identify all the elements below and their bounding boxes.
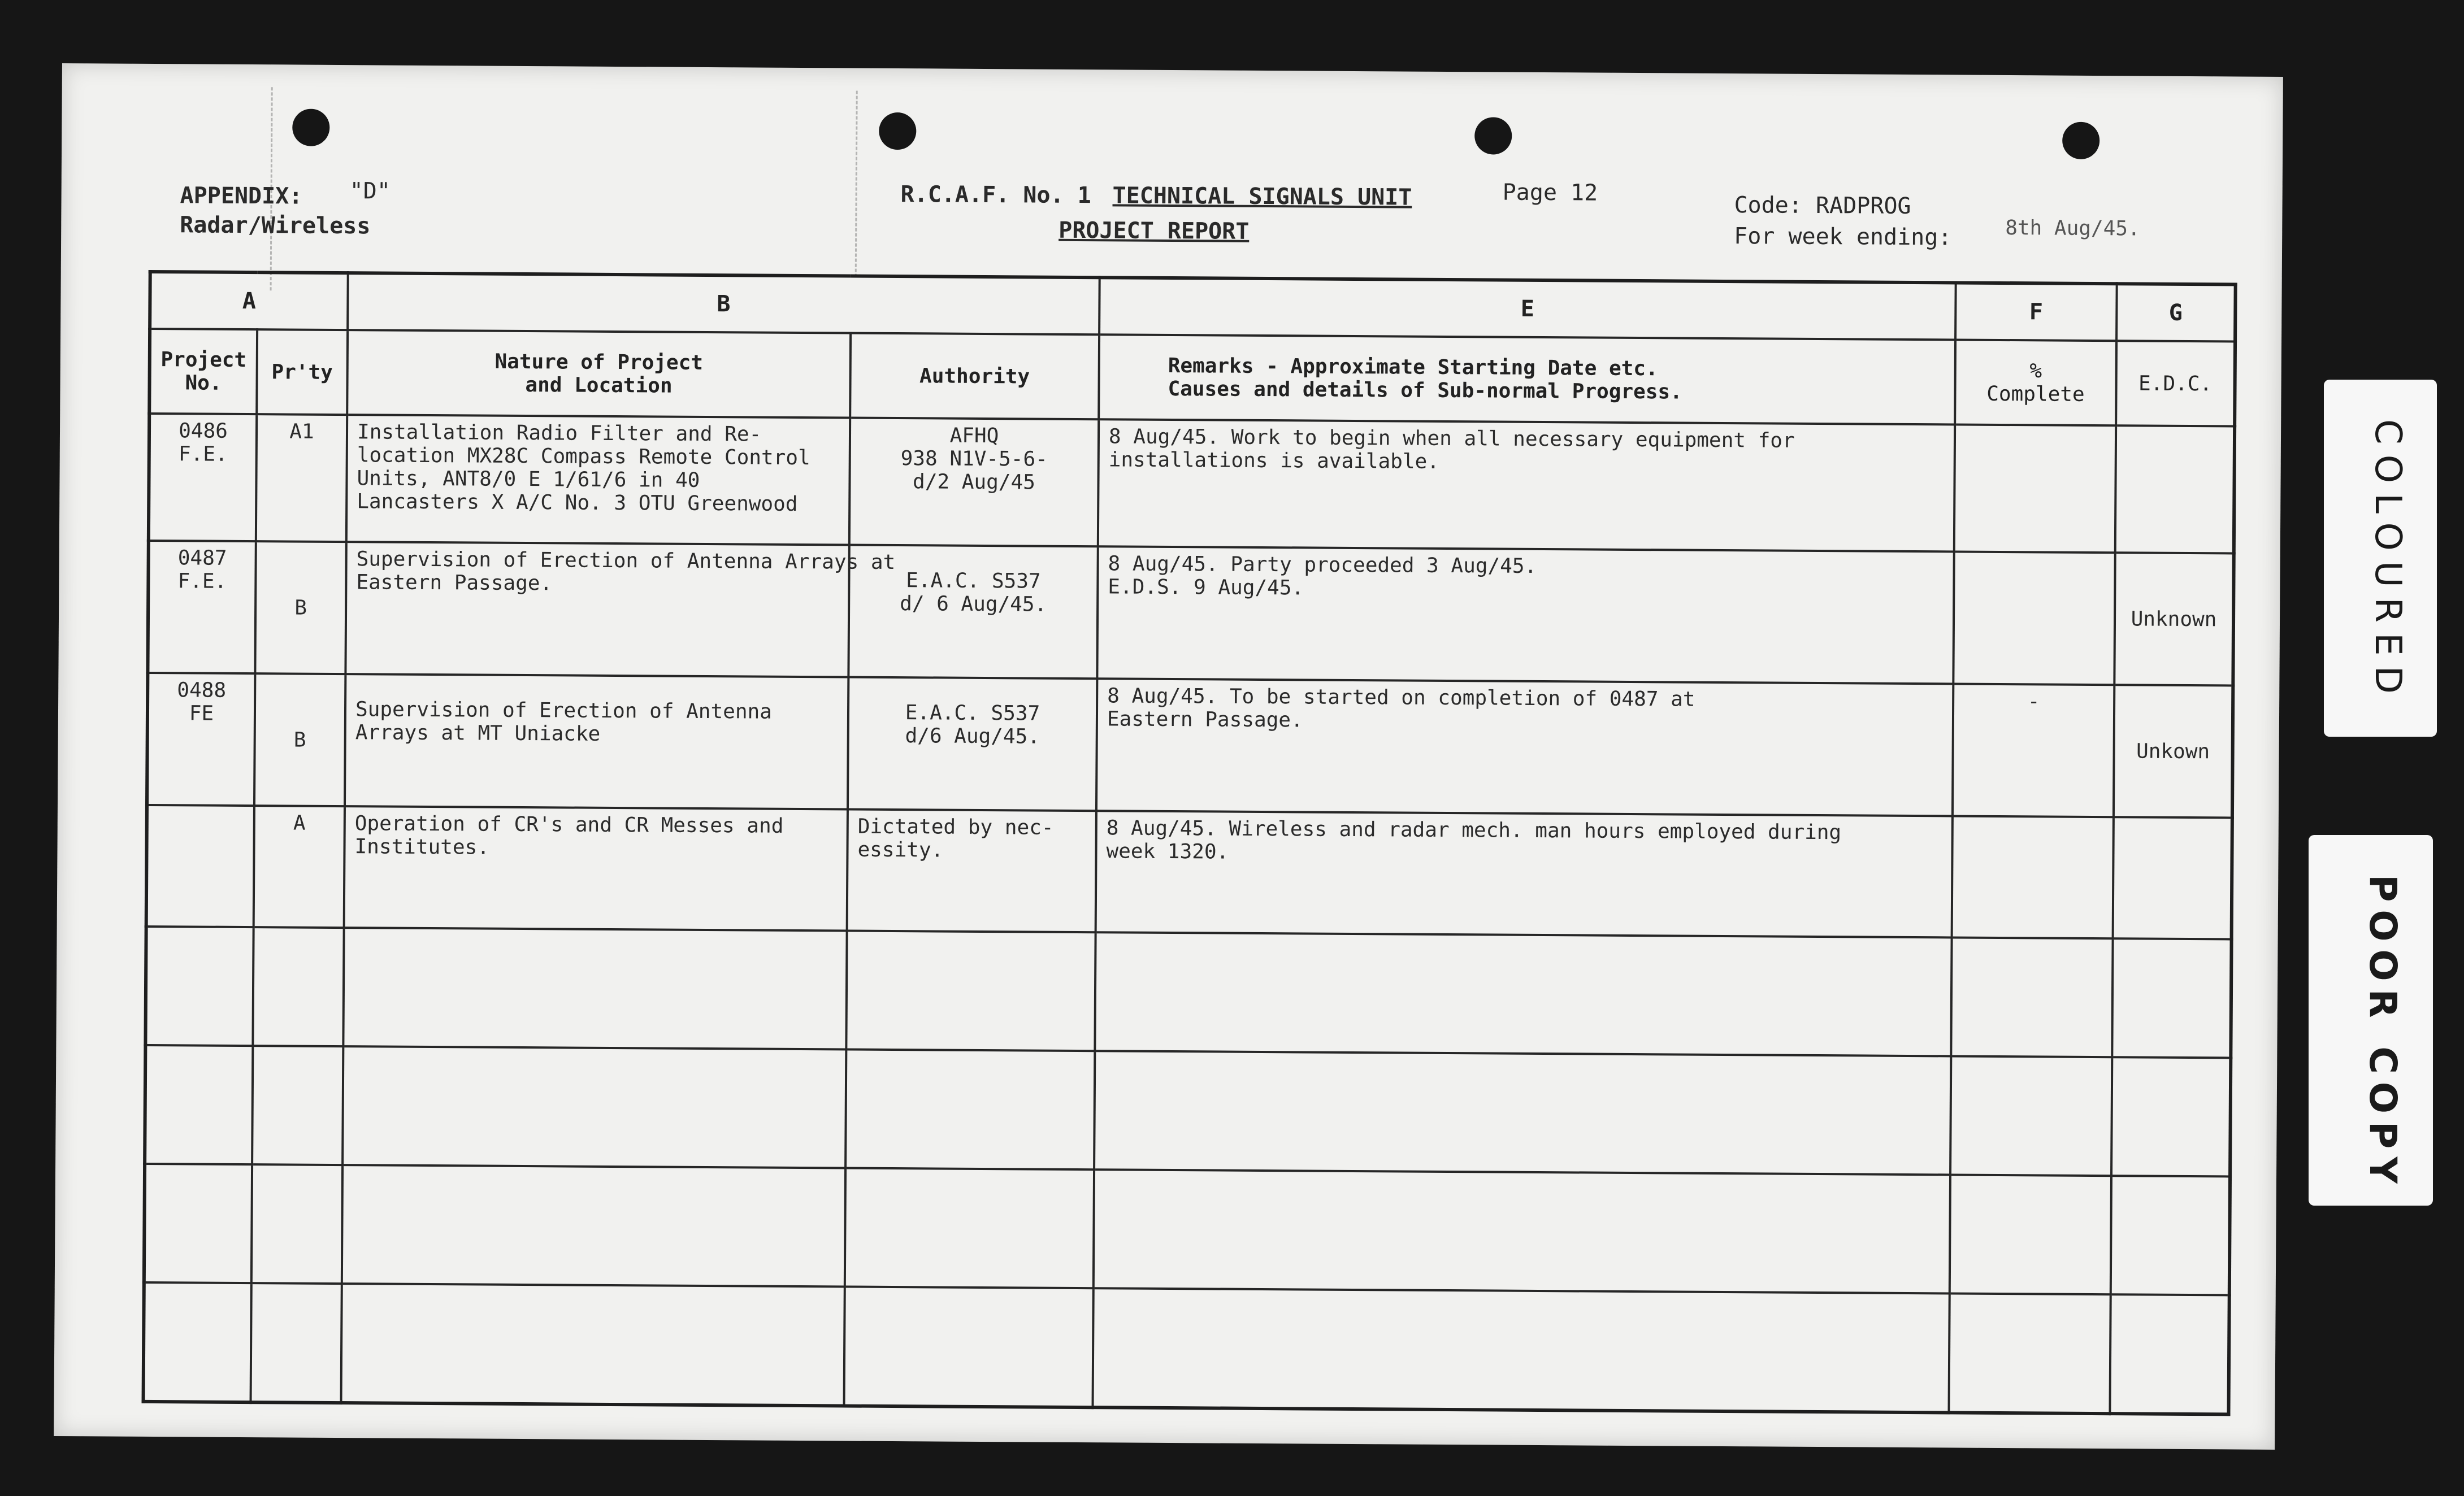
cell-authority: AFHQ 938 N1V-5-6- d/2 Aug/45	[849, 418, 1099, 547]
punch-hole	[292, 108, 329, 146]
punch-hole	[879, 112, 916, 150]
header-authority: Authority	[850, 333, 1099, 420]
cell-remarks: 8 Aug/45. To be started on completion of 0487 at Eastern Passage.	[1096, 679, 1953, 816]
cell-complete	[1954, 424, 2116, 553]
cell-remarks: 8 Aug/45. Wireless and radar mech. man hours employed during week 1320.	[1096, 811, 1953, 937]
header-nature: Nature of Project and Location	[347, 330, 851, 418]
coloured-stamp-text: COLOURED	[2367, 419, 2409, 704]
cell-complete	[1953, 551, 2115, 685]
document-page	[54, 63, 2283, 1450]
group-e: E	[1099, 277, 1956, 340]
page-number: Page 12	[1502, 179, 1598, 206]
cell-nature: Supervision of Erection of Antenna Arrays at MT Uniacke	[345, 674, 848, 809]
empty-row	[144, 1282, 2229, 1415]
cell-edc: Unknown	[2114, 553, 2233, 685]
header-remarks: Remarks - Approximate Starting Date etc. Causes and details of Sub-normal Progress.	[1099, 334, 1955, 424]
cell-authority: Dictated by nec- essity.	[847, 810, 1096, 933]
cell-priority: A	[254, 806, 345, 928]
header-complete: % Complete	[1955, 340, 2116, 425]
cell-edc	[2115, 425, 2235, 553]
table-row	[148, 541, 2233, 686]
cell-complete	[1952, 816, 2114, 938]
cell-nature: Installation Radio Filter and Re- location MX28C Compass Remote Control Units, ANT8/0 E 1/61/6 in 40 Lancasters X A/C No. 3 OTU Greenwood	[346, 415, 850, 545]
cell-remarks: 8 Aug/45. Work to begin when all necessary equipment for installations is available.	[1098, 419, 1955, 551]
week-ending-label: For week ending:	[1734, 223, 1952, 251]
cell-priority: A1	[256, 414, 347, 542]
header-priority: Pr'ty	[257, 329, 348, 415]
punch-hole	[1474, 117, 1512, 154]
cell-project-no	[146, 805, 254, 927]
report-title: PROJECT REPORT	[1059, 217, 1250, 245]
cell-authority: E.A.C. S537 d/6 Aug/45.	[848, 677, 1097, 811]
fold-mark	[855, 91, 859, 277]
group-g: G	[2116, 284, 2236, 341]
header-project-no: Project No.	[149, 329, 257, 414]
appendix-value: "D"	[349, 178, 391, 205]
cell-authority: E.A.C. S537 d/ 6 Aug/45.	[848, 545, 1097, 679]
appendix-label: APPENDIX:	[180, 182, 303, 210]
poor-copy-stamp	[2309, 835, 2433, 1206]
cell-project-no: 0487 F.E.	[148, 541, 255, 673]
cell-remarks: 8 Aug/45. Party proceeded 3 Aug/45. E.D.S. 9 Aug/45.	[1097, 546, 1954, 684]
table-row	[149, 414, 2235, 554]
cell-priority: B	[254, 673, 345, 806]
cell-edc	[2113, 817, 2232, 939]
coloured-stamp	[2324, 380, 2437, 737]
cell-nature: Operation of CR's and CR Messes and Institutes.	[344, 806, 848, 930]
empty-row	[145, 927, 2231, 1058]
cell-complete: -	[1953, 684, 2114, 817]
unit-title-prefix: R.C.A.F. No. 1	[900, 181, 1091, 209]
poor-copy-stamp-text: POOR COPY	[2361, 875, 2405, 1192]
unit-title: TECHNICAL SIGNALS UNIT	[1112, 182, 1412, 211]
group-b: B	[348, 273, 1100, 334]
cell-project-no: 0486 F.E.	[149, 414, 257, 541]
column-header-row	[149, 329, 2235, 427]
table-row	[147, 673, 2233, 818]
cell-nature: Supervision of Erection of Antenna Arrays at Eastern Passage.	[345, 542, 849, 677]
cell-project-no: 0488 FE	[147, 673, 255, 806]
section-label: Radar/Wireless	[180, 212, 371, 240]
week-ending-value: 8th Aug/45.	[2005, 216, 2140, 241]
header-edc: E.D.C.	[2116, 341, 2235, 426]
code-label: Code: RADPROG	[1734, 192, 1911, 219]
punch-hole	[2062, 122, 2099, 159]
group-a: A	[150, 272, 348, 330]
cell-priority: B	[255, 541, 346, 674]
project-table	[142, 270, 2237, 1416]
empty-row	[145, 1045, 2231, 1177]
cell-edc: Unkown	[2114, 685, 2233, 817]
table-row	[146, 805, 2232, 940]
group-f: F	[1955, 282, 2117, 341]
empty-row	[144, 1164, 2230, 1295]
